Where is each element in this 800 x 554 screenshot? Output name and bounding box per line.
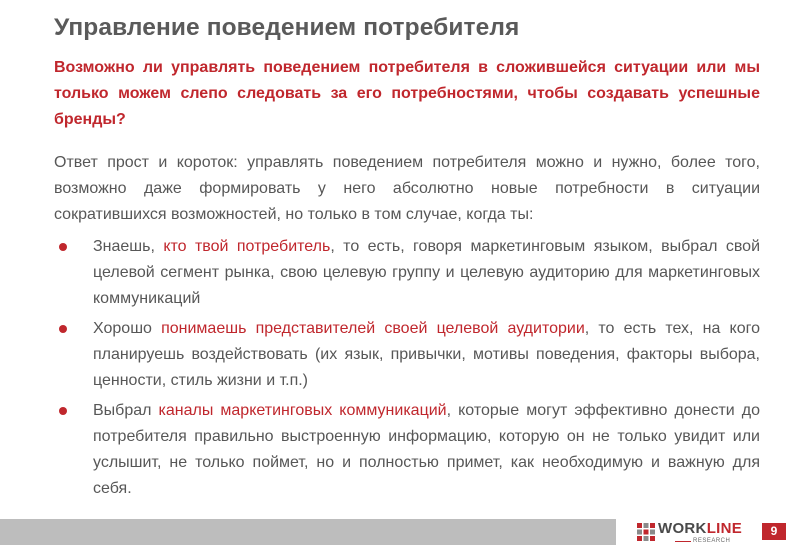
slide-title: Управление поведением потребителя — [54, 14, 520, 41]
bullet-dot-icon — [59, 407, 67, 415]
bullet-item — [54, 398, 760, 502]
bullet-highlight: понимаешь представителей своей целевой аудитории — [161, 320, 585, 337]
logo-wordmark — [658, 520, 742, 537]
bullet-text: Выбрал — [93, 402, 159, 419]
logo-divider — [675, 541, 691, 542]
bullet-list — [54, 234, 760, 506]
bullet-item — [54, 234, 760, 312]
bullet-highlight: кто твой потребитель — [163, 238, 331, 255]
bullet-dot-icon — [59, 325, 67, 333]
workline-logo — [637, 519, 743, 547]
bullet-text: , которые могут эффективно донести до потребителя правильно выстроенную информацию, которую он не только увидит или услышит, не только поймет, но и полностью примет, как необходимую и важную для себя. — [93, 402, 760, 497]
bullet-text: , то есть, говоря маркетинговым языком, выбрал свой целевой сегмент рынка, свою целевую группу и целевую аудиторию для маркетинговых коммуникаций — [93, 238, 760, 307]
logo-line-text: LINE — [706, 520, 743, 537]
bullet-text: Хорошо — [93, 320, 162, 337]
bullet-highlight: каналы маркетинговых коммуникаций — [158, 402, 447, 419]
footer-bar — [0, 519, 616, 545]
bullet-dot-icon — [59, 243, 67, 251]
logo-subtitle: RESEARCH — [693, 538, 731, 544]
logo-work-text: WORK — [658, 520, 707, 537]
slide-question: Возможно ли управлять поведением потребителя в сложившейся ситуации или мы только можем слепо следовать за его потребностями, чтобы создавать успешные бренды? — [54, 59, 760, 128]
intro-paragraph: Ответ прост и короток: управлять поведением потребителя можно и нужно, более того, возможно даже формировать у него абсолютно новые потребности в ситуации сократившихся возможностей, но только в том случае, когда ты: — [54, 154, 760, 223]
logo-grid-icon — [637, 523, 655, 541]
page-number: 9 — [762, 523, 786, 540]
bullet-text: Знаешь, — [93, 238, 164, 255]
bullet-item — [54, 316, 760, 394]
bullet-text: , то есть тех, на кого планируешь воздействовать (их язык, привычки, мотивы поведения, факторы выбора, ценности, стиль жизни и т.п.) — [93, 320, 760, 389]
